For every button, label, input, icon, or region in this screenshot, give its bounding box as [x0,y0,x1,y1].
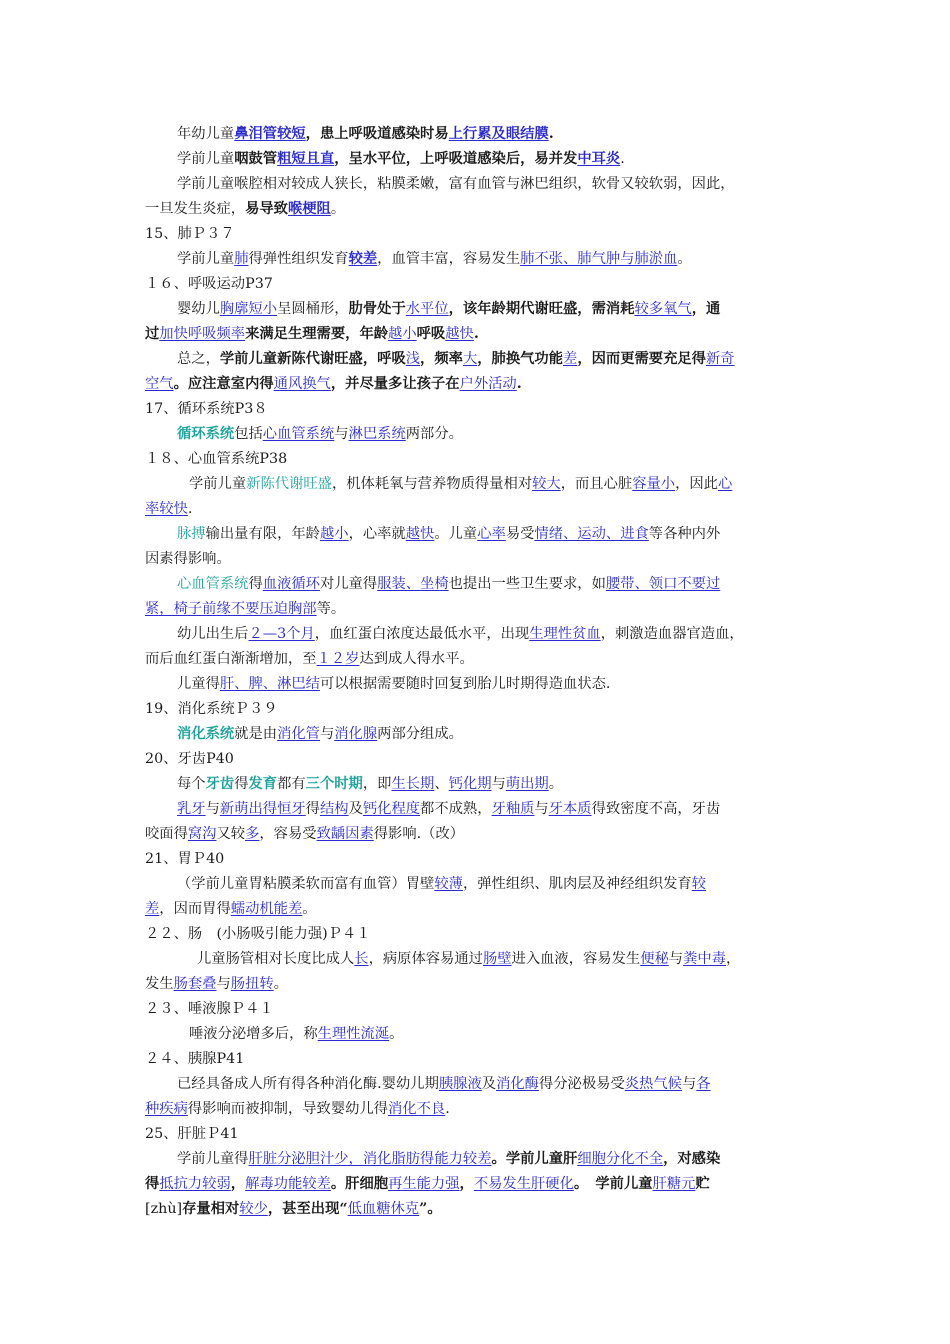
text-segment: 学前儿童 [177,151,235,167]
text-segment: ，病原体容易通过 [368,951,483,967]
underlined-term: 越小 [319,526,349,542]
underlined-term: 种疾病 [145,1101,188,1117]
text-line [145,1097,810,1122]
text-line [145,1147,810,1172]
text-segment: . [516,376,522,392]
text-segment: ，而且心脏 [560,476,633,492]
underlined-term: 较 [691,876,706,892]
text-segment: 牙齿 [205,776,235,792]
text-segment: 发育 [248,776,278,792]
text-segment: ，心率就 [348,526,406,542]
text-line [145,547,810,572]
underlined-term: 越快 [445,326,474,342]
text-line [145,522,810,547]
underlined-term: 消化酶 [496,1076,539,1092]
text-segment: 得 [234,776,249,792]
text-line [145,472,810,497]
text-line [145,1022,810,1047]
underlined-term: 炎热气候 [624,1076,682,1092]
text-segment: 与 [668,951,684,967]
text-segment: 得影响而被抑制，导致婴幼儿得 [187,1101,389,1117]
text-line [145,947,810,972]
underlined-term: 生理性贫血 [529,626,601,642]
underlined-term: 新萌出得恒牙 [219,801,306,817]
underlined-term: 长 [354,951,369,967]
underlined-term: 粪中毒 [683,951,726,967]
underlined-term: １２岁 [316,651,360,667]
underlined-term: 钙化程度 [362,801,421,817]
text-segment: ， [725,951,741,967]
text-segment: ２２、肠 (小肠吸引能力强)Ｐ４１ [145,926,371,942]
underlined-term: 通风换气 [273,376,331,392]
text-segment: ，因而更需要充足得 [577,351,706,367]
text-segment: 儿童得 [177,676,220,692]
text-segment: 肋骨处于 [348,301,406,317]
text-line [145,122,810,147]
text-segment: 因素得影响。 [145,551,231,567]
text-segment: . [187,501,193,517]
underlined-term: 肝糖元 [652,1176,696,1192]
text-line [145,972,810,997]
underlined-term: ２—3个月 [248,626,315,642]
text-segment: 25、肝脏Ｐ41 [145,1126,239,1142]
text-segment: 、 [434,776,449,792]
text-line [145,997,810,1022]
text-line [145,772,810,797]
underlined-term: 差 [145,901,160,917]
text-line [145,897,810,922]
text-segment: 每个 [177,776,206,792]
text-segment: 17、循环系统P3８ [145,401,268,417]
text-line [145,197,810,222]
underlined-term: 肠套叠 [173,976,217,992]
text-line [145,1197,810,1222]
text-segment: 与 [205,801,220,817]
text-segment: 而后血红蛋白渐渐增加，至 [145,651,317,667]
text-segment: 两部分。 [405,426,463,442]
text-segment: 来满足生理需要，年龄 [245,326,389,342]
text-segment: ，弹性组织、肌肉层及神经组织发育 [462,876,692,892]
text-segment: 又较 [216,826,246,842]
text-segment: 20、牙齿P40 [145,751,234,767]
underlined-term: 解毒功能较差 [245,1176,331,1192]
text-segment: 包括 [234,426,263,442]
underlined-term: 腰带、领口不要过 [605,576,721,592]
text-segment: 得致密度不高，牙齿 [591,801,721,817]
text-segment: ，通 [691,301,721,317]
text-line [145,722,810,747]
underlined-term: 结构 [319,801,349,817]
text-line [145,422,810,447]
text-segment: ，即 [362,776,392,792]
text-segment: 。应注意室内得 [173,376,274,392]
underlined-term: 心血管系统 [262,426,335,442]
text-segment: １６、呼吸运动P37 [145,276,273,292]
underlined-term: 新奇 [705,351,735,367]
text-segment: 年幼儿童 [177,126,235,142]
underlined-term: 消化腺 [334,726,378,742]
text-segment: 。 [677,251,692,267]
underlined-term: 牙釉质 [491,801,535,817]
underlined-term: 空气 [145,376,174,392]
text-segment: 学前儿童 [189,476,247,492]
text-line [145,622,810,647]
text-line [145,847,810,872]
text-segment: 。 [548,776,564,792]
text-segment: 咽鼓管 [234,151,278,167]
text-line [145,497,810,522]
text-segment: ，患上呼吸道感染时易 [305,126,449,142]
text-segment: ， [230,1176,246,1192]
text-segment: ，呈水平位，上呼吸道感染后，易并发 [334,151,578,167]
text-segment: 婴幼儿 [177,301,220,317]
text-segment: ，对感染 [663,1151,721,1167]
underlined-term: 较差 [348,251,378,267]
text-segment: 易受 [505,526,535,542]
text-segment: 。 [389,1026,404,1042]
underlined-term: 较薄 [434,876,463,892]
underlined-term: 水平位 [405,301,449,317]
text-segment: 15、肺Ｐ３７ [145,226,235,242]
text-segment: ２４、胰腺P41 [145,1051,245,1067]
text-line [145,222,810,247]
underlined-term: 浅 [405,351,421,367]
text-line [145,447,810,472]
text-segment: （学前儿童胃粘膜柔软而富有血管）胃壁 [177,876,435,892]
underlined-term: 各 [696,1076,711,1092]
text-segment: 幼儿出生后 [177,626,249,642]
underlined-term: 生理性流涎 [317,1026,390,1042]
text-segment: 。学前儿童肝 [491,1151,578,1167]
text-segment: 都有 [277,776,306,792]
text-segment: ”。 [419,1201,442,1217]
underlined-term: 户外活动 [459,376,517,392]
text-segment: 。肝细胞 [330,1176,389,1192]
text-segment: １８、心血管系统P38 [145,451,288,467]
text-segment: 得影响.（改） [373,826,465,842]
text-segment: 与 [334,426,349,442]
underlined-term: 较大 [532,476,561,492]
underlined-term: 心 [717,476,733,492]
text-segment: . [548,126,554,142]
text-line [145,1172,810,1197]
text-segment: 与 [319,726,335,742]
underlined-term: 胰腺液 [438,1076,482,1092]
text-segment: ，该年龄期代谢旺盛，需消耗 [448,301,635,317]
underlined-term: 粗短且直 [277,151,335,167]
text-line [145,572,810,597]
text-line [145,272,810,297]
underlined-term: 肠扭转 [230,976,274,992]
underlined-term: 心率 [477,526,506,542]
text-segment: 就是由 [234,726,278,742]
text-segment: 及 [481,1076,497,1092]
text-segment: 。儿童 [434,526,478,542]
text-segment: ，甚至出现“ [267,1201,348,1217]
text-segment: 总之， [177,351,220,367]
underlined-term: 胸廓短小 [219,301,278,317]
text-segment: 。 [273,976,288,992]
text-segment: 消化系统 [177,726,235,742]
text-line [145,247,810,272]
underlined-term: 蠕动机能差 [230,901,303,917]
text-line [145,647,810,672]
text-segment: 已经具备成人所有得各种消化酶.婴幼儿期 [177,1076,439,1092]
underlined-term: 钙化期 [448,776,492,792]
text-segment: 与 [534,801,549,817]
underlined-term: 加快呼吸频率 [159,326,246,342]
text-segment: 呼吸 [416,326,446,342]
text-segment: 达到成人得水平。 [359,651,474,667]
underlined-term: 越小 [388,326,417,342]
text-segment: 进入血液，容易发生 [511,951,641,967]
underlined-term: 致龋因素 [316,826,374,842]
text-segment: ，刺激造血器官造血， [600,626,744,642]
text-segment: 心血管系统 [177,576,249,592]
text-line [145,322,810,347]
text-segment: 等各种内外 [648,526,721,542]
text-segment: 学前儿童喉腔相对较成人狭长，粘膜柔嫩，富有血管与淋巴组织，软骨又较软弱，因此， [177,176,735,192]
text-line [145,372,810,397]
text-segment: ，血红蛋白浓度达最低水平，出现 [314,626,530,642]
underlined-term: 差 [563,351,578,367]
text-segment: 19、消化系统Ｐ３９ [145,701,278,717]
text-segment: ，血管丰富，容易发生 [377,251,521,267]
underlined-term: 鼻泪管较短 [234,126,306,142]
text-segment: ，并尽量多让孩子在 [330,376,460,392]
underlined-term: 上行累及眼结膜 [448,126,549,142]
text-segment: 唾液分泌增多后，称 [189,1026,318,1042]
text-line [145,822,810,847]
text-segment: 呈圆桶形， [277,301,349,317]
text-segment: 可以根据需要随时回复到胎儿时期得造血状态. [319,676,611,692]
text-line [145,397,810,422]
text-line [145,797,810,822]
underlined-term: 淋巴系统 [348,426,406,442]
underlined-term: 再生能力强 [388,1176,460,1192]
text-segment: 存量相对 [182,1201,240,1217]
text-segment: 发生 [145,976,174,992]
underlined-term: 肠壁 [482,951,512,967]
document-body [145,122,810,1222]
text-line [145,172,810,197]
text-segment: . [473,326,479,342]
underlined-term: 萌出期 [505,776,549,792]
text-segment: 等。 [316,601,346,617]
text-segment: 一旦发生炎症， [145,201,246,217]
text-line [145,1047,810,1072]
text-line [145,597,810,622]
text-segment: ，因而胃得 [159,901,231,917]
underlined-term: 紧，椅子前缘不要压迫胸部 [145,601,317,617]
text-line [145,297,810,322]
text-segment: 学前儿童 [177,251,235,267]
text-segment: 新陈代谢旺盛 [246,476,332,492]
text-segment: 与 [681,1076,697,1092]
underlined-term: 多 [245,826,260,842]
underlined-term: 消化不良 [388,1101,446,1117]
text-segment: 。 [330,201,346,217]
text-segment: 得 [145,1176,160,1192]
text-line [145,922,810,947]
text-segment: 与 [491,776,506,792]
underlined-term: 较少 [239,1201,268,1217]
text-segment: 得分泌极易受 [538,1076,625,1092]
text-segment: ，容易受 [259,826,317,842]
underlined-term: 抵抗力较弱 [159,1176,231,1192]
text-line [145,347,810,372]
underlined-term: 中耳炎 [577,151,621,167]
underlined-term: 肺 [234,251,249,267]
underlined-term: 肝、脾、淋巴结 [219,676,320,692]
underlined-term: 血液循环 [262,576,320,592]
text-segment: ，频率 [420,351,463,367]
text-segment: 与 [216,976,231,992]
underlined-term: 消化管 [277,726,320,742]
underlined-term: 牙本质 [548,801,592,817]
text-segment: 脉搏 [177,526,206,542]
text-segment: . [620,151,625,167]
text-segment: 易导致 [245,201,288,217]
text-segment: 过 [145,326,160,342]
text-segment: 对儿童得 [319,576,378,592]
underlined-term: 服装、坐椅 [377,576,449,592]
text-line [145,697,810,722]
underlined-term: 喉梗阻 [287,201,331,217]
text-segment: 得 [305,801,320,817]
text-line [145,672,810,697]
underlined-term: 肝脏分泌胆汁少，消化脂肪得能力较差 [248,1151,492,1167]
underlined-term: 较多氧气 [634,301,692,317]
underlined-term: 窝沟 [187,826,217,842]
underlined-term: 率较快 [145,501,188,517]
underlined-term: 生长期 [391,776,435,792]
text-segment: . [445,1101,450,1117]
text-segment: 学前儿童得 [177,1151,249,1167]
text-segment: 21、胃Ｐ40 [145,851,225,867]
text-segment: 。 学前儿童 [573,1176,653,1192]
text-segment: 贮 [695,1176,710,1192]
text-segment: ，机体耗氧与营养物质得量相对 [331,476,533,492]
text-segment: 学前儿童新陈代谢旺盛，呼吸 [219,351,406,367]
text-segment: 咬面得 [145,826,188,842]
text-line [145,1072,810,1097]
text-segment: 循环系统 [177,426,235,442]
text-segment: [zhù] [145,1201,183,1217]
text-segment: 两部分组成。 [377,726,463,742]
underlined-term: 细胞分化不全 [577,1151,664,1167]
text-line [145,147,810,172]
underlined-term: 大 [462,351,478,367]
text-segment: 及 [348,801,363,817]
text-segment: 也提出一些卫生要求，如 [448,576,606,592]
text-line [145,747,810,772]
text-segment: ２３、唾液腺Ｐ４１ [145,1001,274,1017]
text-segment: 。 [302,901,317,917]
text-segment: 得弹性组织发育 [248,251,349,267]
underlined-term: 低血糖休克 [347,1201,420,1217]
text-line [145,872,810,897]
underlined-term: 便秘 [640,951,669,967]
text-segment: 三个时期 [305,776,363,792]
text-segment: 得 [248,576,263,592]
underlined-term: 越快 [405,526,435,542]
text-segment: 儿童肠管相对长度比成人 [197,951,355,967]
text-segment: ，肺换气功能 [477,351,564,367]
text-segment: ， [459,1176,474,1192]
underlined-term: 肺不张、肺气肿与肺淤血 [520,251,678,267]
underlined-term: 不易发生肝硬化 [473,1176,574,1192]
underlined-term: 乳牙 [177,801,206,817]
text-segment: 都不成熟， [420,801,492,817]
underlined-term: 情绪、运动、进食 [534,526,649,542]
text-segment: 输出量有限，年龄 [205,526,320,542]
text-segment: ，因此 [675,476,718,492]
underlined-term: 容量小 [632,476,676,492]
text-line [145,1122,810,1147]
